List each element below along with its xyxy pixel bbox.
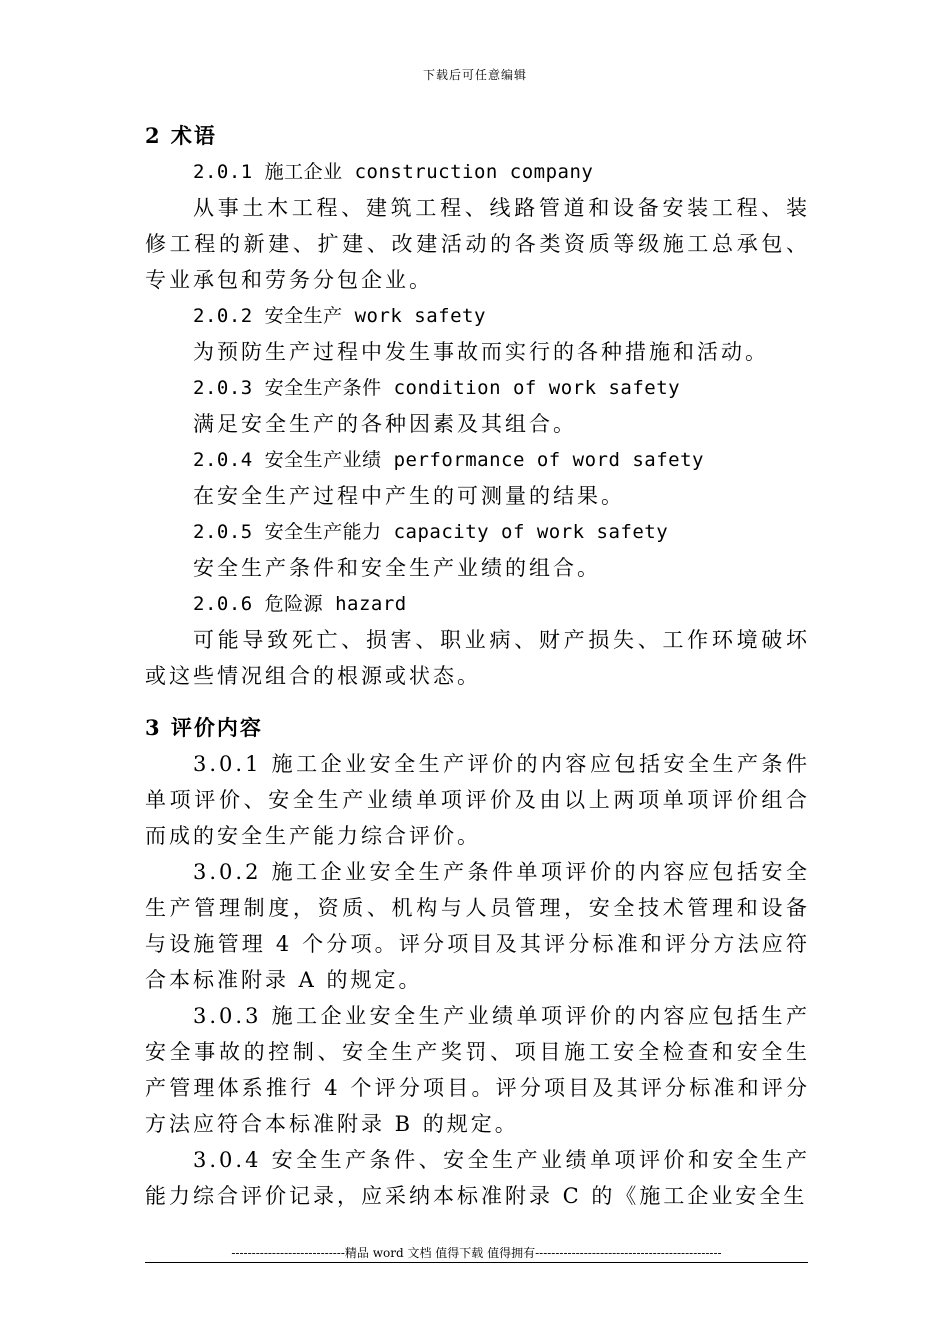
clause-paragraph: 3.0.3 施工企业安全生产业绩单项评价的内容应包括生产安全事故的控制、安全生产奖罚、项目施工安全检查和安全生产管理体系推行 4 个评分项目。评分项目及其评分标准和评分方法应符合本标准附录 B 的规定。 — [145, 1004, 810, 1136]
document-body — [145, 118, 810, 1214]
section-title-terms: 2 术语 — [145, 123, 217, 148]
term-definition: 安全生产条件和安全生产业绩的组合。 — [193, 556, 601, 580]
term-heading: 2.0.5 安全生产能力 capacity of work safety — [193, 521, 669, 543]
page-header: 下载后可任意编辑 — [422, 68, 527, 82]
term-definition: 从事土木工程、建筑工程、线路管道和设备安装工程、装修工程的新建、扩建、改建活动的各类资质等级施工总承包、专业承包和劳务分包企业。 — [145, 196, 810, 292]
page-footer: ----------------------------精品 word 文档 值得下载 值得拥有---------------------------------------------- — [231, 1246, 722, 1260]
term-heading: 2.0.6 危险源 hazard — [193, 593, 407, 615]
section-gap — [145, 694, 810, 710]
clause-paragraph: 3.0.4 安全生产条件、安全生产业绩单项评价和安全生产能力综合评价记录，应采纳本标准附录 C 的《施工企业安全生 — [145, 1148, 810, 1208]
term-definition: 在安全生产过程中产生的可测量的结果。 — [193, 484, 625, 508]
footer-rule — [145, 1262, 808, 1263]
term-heading: 2.0.1 施工企业 construction company — [193, 161, 594, 183]
term-heading: 2.0.2 安全生产 work safety — [193, 305, 486, 327]
term-heading: 2.0.4 安全生产业绩 performance of word safety — [193, 449, 704, 471]
term-definition: 满足安全生产的各种因素及其组合。 — [193, 412, 577, 436]
term-heading: 2.0.3 安全生产条件 condition of work safety — [193, 377, 681, 399]
clause-paragraph: 3.0.2 施工企业安全生产条件单项评价的内容应包括安全生产管理制度，资质、机构与人员管理，安全技术管理和设备与设施管理 4 个分项。评分项目及其评分标准和评分方法应符合本标准附录 A 的规定。 — [145, 860, 810, 992]
term-definition: 为预防生产过程中发生事故而实行的各种措施和活动。 — [193, 340, 769, 364]
clause-paragraph: 3.0.1 施工企业安全生产评价的内容应包括安全生产条件单项评价、安全生产业绩单项评价及由以上两项单项评价组合而成的安全生产能力综合评价。 — [145, 752, 810, 848]
section-title-evaluation: 3 评价内容 — [145, 715, 263, 740]
term-definition: 可能导致死亡、损害、职业病、财产损失、工作环境破坏或这些情况组合的根源或状态。 — [145, 628, 810, 688]
